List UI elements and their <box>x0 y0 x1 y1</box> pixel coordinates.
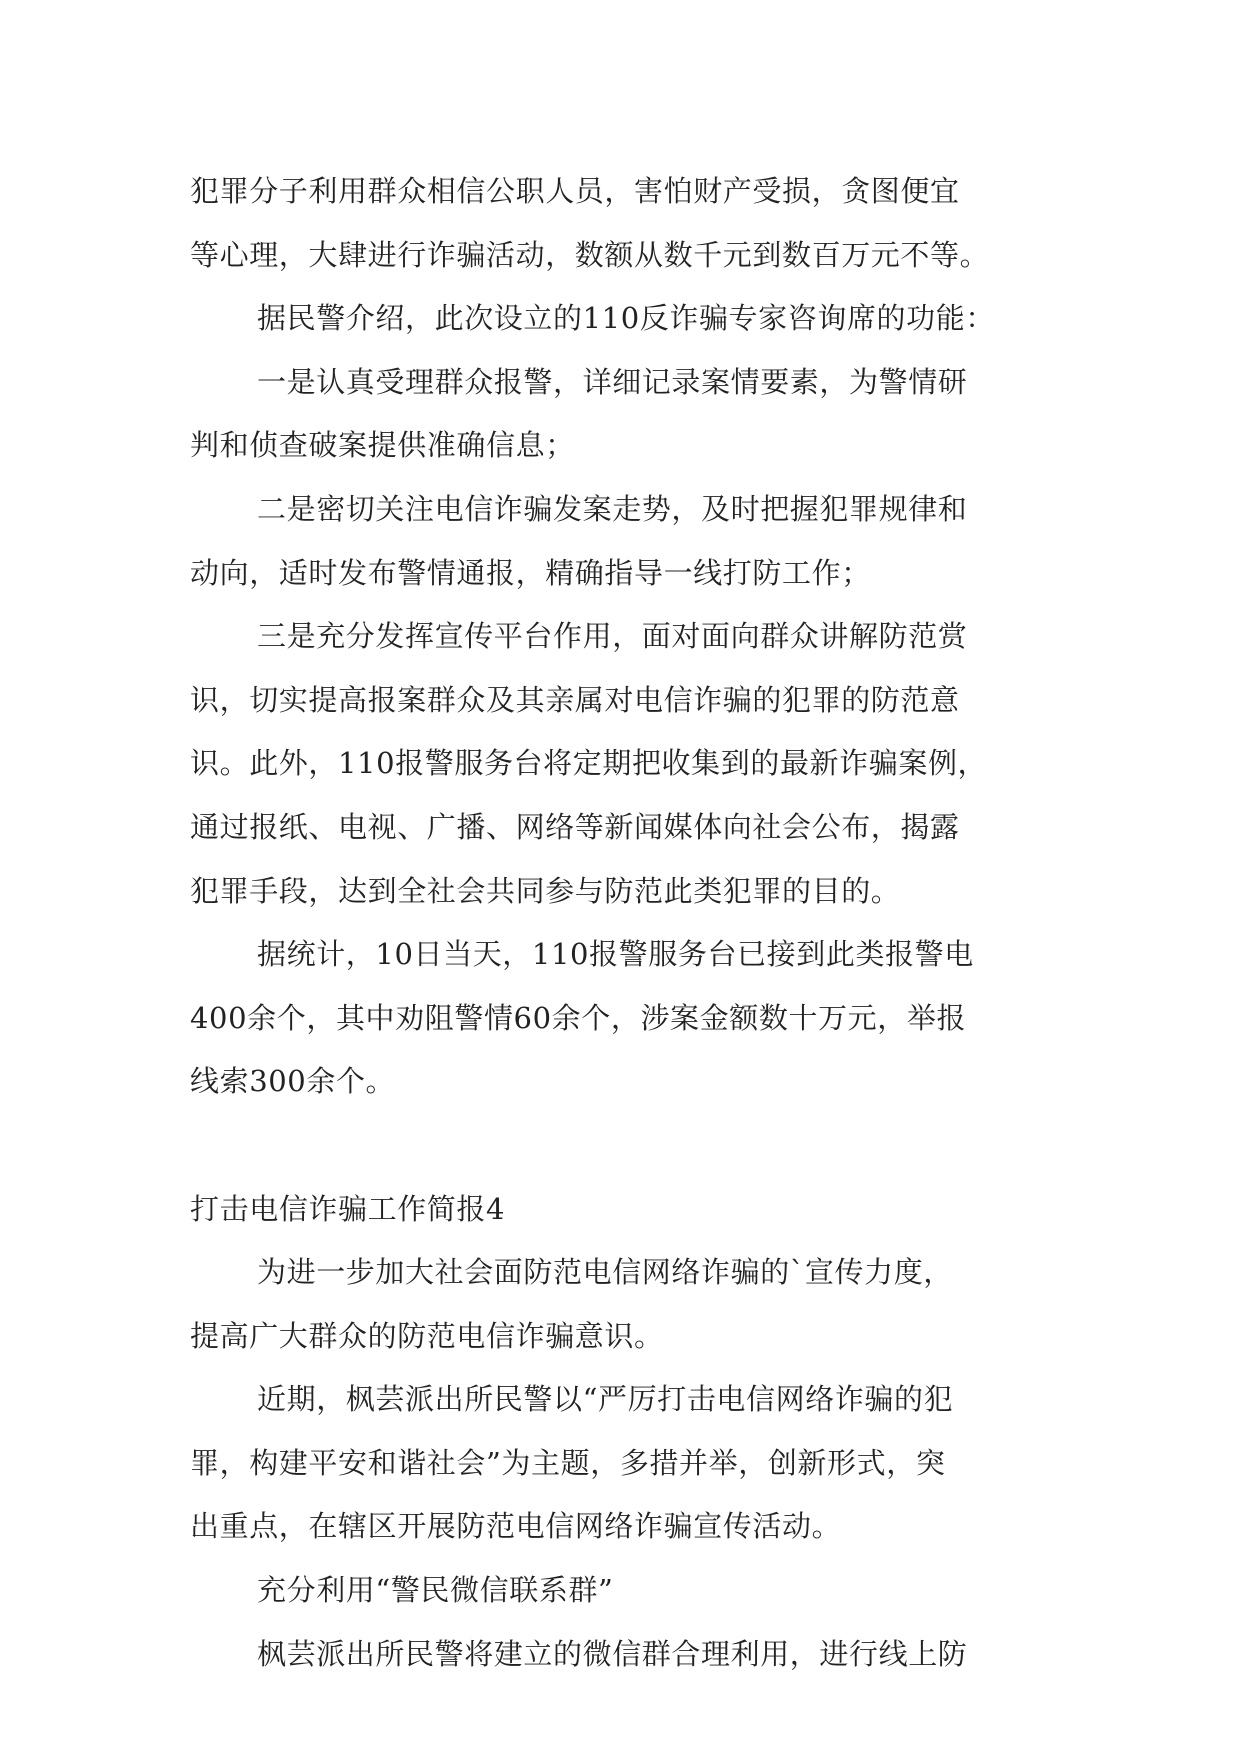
text-line: 据统计，10日当天，110报警服务台已接到此类报警电 <box>257 937 974 972</box>
text-line: 等心理，大肆进行诈骗活动，数额从数千元到数百万元不等。 <box>190 237 990 272</box>
text-line: 400余个，其中劝阻警情60余个，涉案金额数十万元，举报 <box>190 1000 967 1035</box>
text-line: 近期，枫芸派出所民警以“严厉打击电信网络诈骗的犯 <box>257 1382 954 1417</box>
document-body <box>190 160 1060 1686</box>
text-line: 枫芸派出所民警将建立的微信群合理利用，进行线上防 <box>257 1636 968 1671</box>
text-line: 犯罪分子利用群众相信公职人员，害怕财产受损，贪图便宜 <box>190 174 960 208</box>
paragraph-function-two <box>190 478 1060 605</box>
paragraph-purpose <box>190 1241 1060 1368</box>
paragraph-function-one <box>190 351 1060 478</box>
text-line: 识。此外，110报警服务台将定期把收集到的最新诈骗案例， <box>190 746 988 781</box>
text-line: 据民警介绍，此次设立的110反诈骗专家咨询席的功能： <box>257 301 995 336</box>
text-line: 为进一步加大社会面防范电信网络诈骗的`宣传力度， <box>257 1255 953 1290</box>
paragraph-wechat-group <box>190 1623 1060 1687</box>
paragraph-statistics <box>190 923 1060 1114</box>
text-line: 三是充分发挥宣传平台作用，面对面向群众讲解防范赏 <box>257 619 968 654</box>
paragraph-fraud-psychology <box>190 160 1060 287</box>
text-line: 通过报纸、电视、广播、网络等新闻媒体向社会公布，揭露 <box>190 809 960 844</box>
section-spacer <box>190 1114 1060 1178</box>
text-line: 一是认真受理群众报警，详细记录案情要素，为警情研 <box>257 364 968 399</box>
paragraph-recent-activity <box>190 1368 1060 1559</box>
text-line: 罪，构建平安和谐社会”为主题，多措并举，创新形式，突 <box>190 1445 946 1480</box>
text-line: 充分利用“警民微信联系群” <box>257 1573 614 1608</box>
text-line: 犯罪手段，达到全社会共同参与防范此类犯罪的目的。 <box>190 873 901 908</box>
paragraph-consultation-intro <box>190 287 1060 351</box>
text-line: 动向，适时发布警情通报，精确指导一线打防工作； <box>190 555 871 590</box>
paragraph-function-three <box>190 605 1060 923</box>
paragraph-wechat-group-heading <box>190 1559 1060 1623</box>
text-line: 出重点，在辖区开展防范电信网络诈骗宣传活动。 <box>190 1509 842 1544</box>
text-line: 识，切实提高报案群众及其亲属对电信诈骗的犯罪的防范意 <box>190 682 960 717</box>
text-line: 线索300余个。 <box>190 1064 396 1099</box>
section-title: 打击电信诈骗工作简报4 <box>190 1191 506 1226</box>
text-line: 提高广大群众的防范电信诈骗意识。 <box>190 1318 664 1353</box>
text-line: 判和侦查破案提供准确信息； <box>190 428 575 463</box>
text-line: 二是密切关注电信诈骗发案走势，及时把握犯罪规律和 <box>257 491 968 526</box>
